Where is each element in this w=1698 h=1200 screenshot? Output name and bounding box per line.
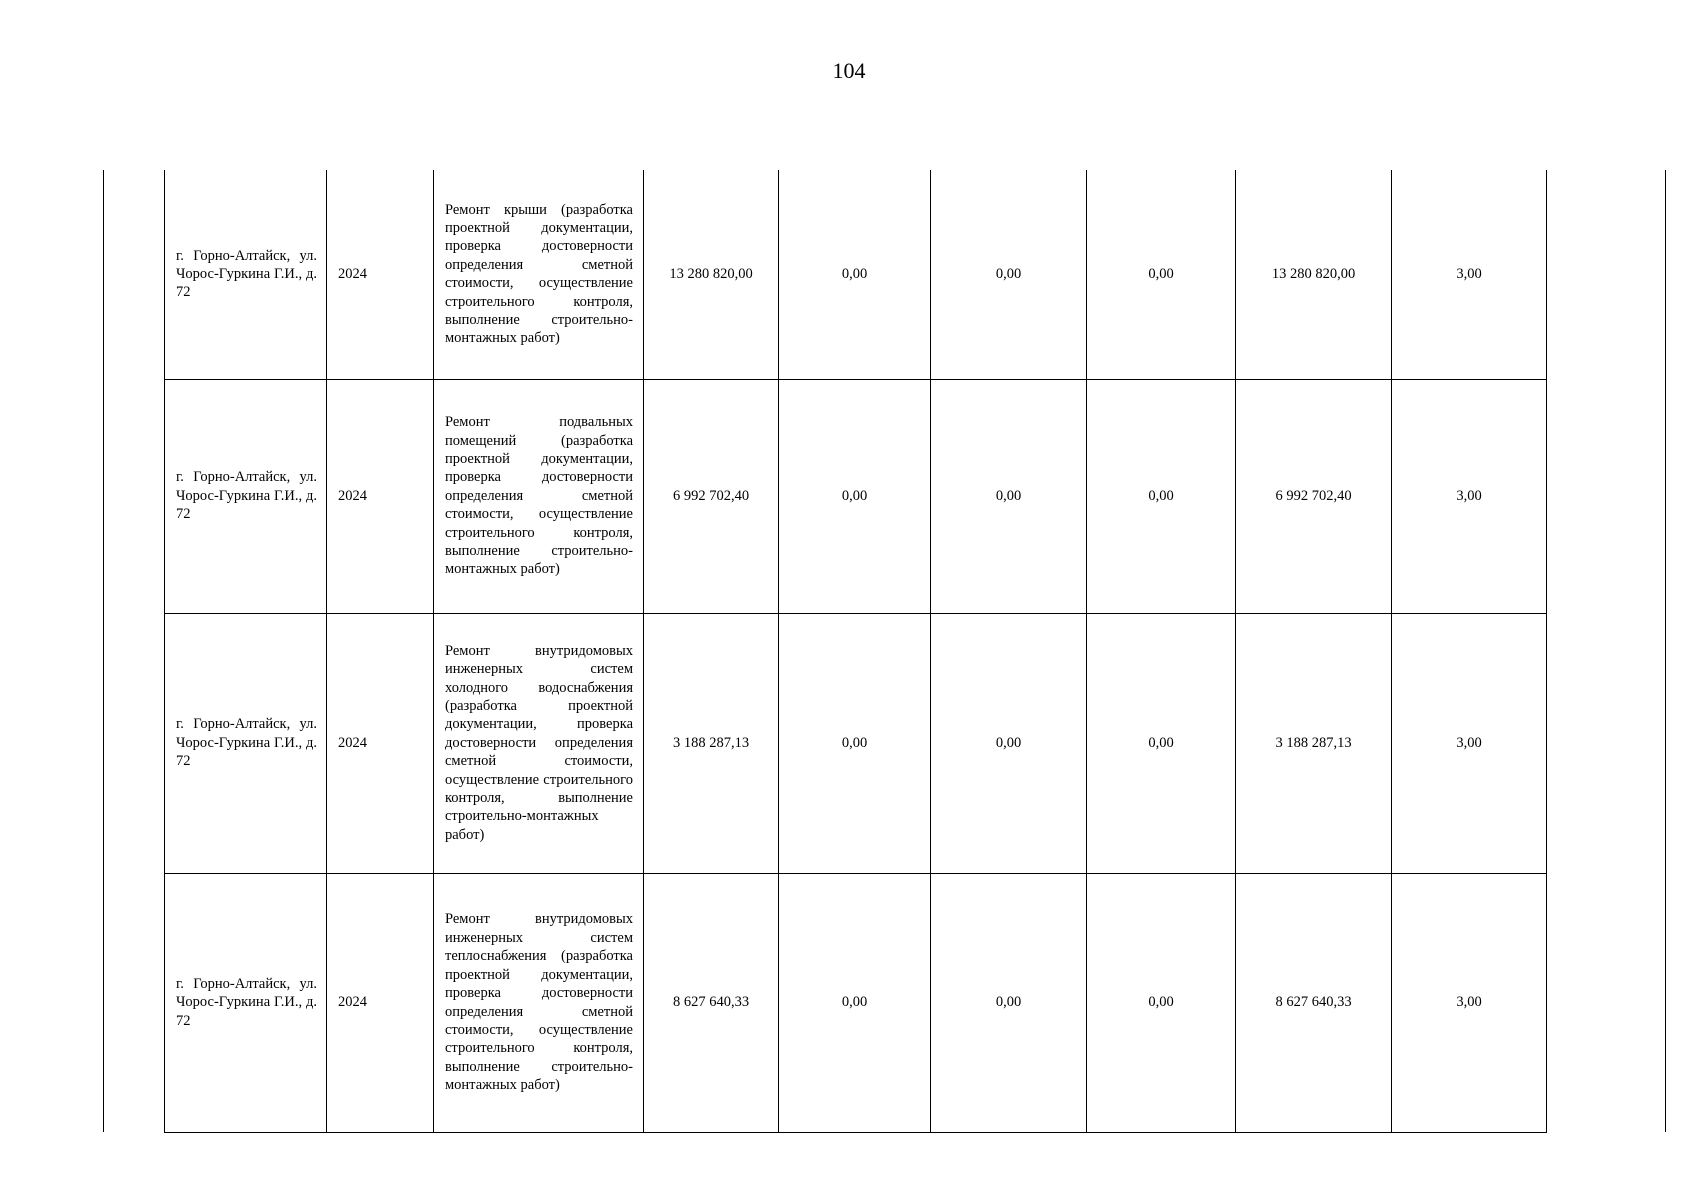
address-cell: г. Горно-Алтайск, ул. Чорос-Гуркина Г.И., д. 72	[165, 170, 327, 379]
total-cost-cell: 13 280 820,00	[644, 170, 779, 379]
table-row	[104, 170, 1666, 379]
address-cell: г. Горно-Алтайск, ул. Чорос-Гуркина Г.И., д. 72	[165, 873, 327, 1132]
value-cell-5: 13 280 820,00	[1236, 170, 1392, 379]
total-cost-cell: 6 992 702,40	[644, 379, 779, 613]
value-cell-5: 8 627 640,33	[1236, 873, 1392, 1132]
value-cell-6: 3,00	[1392, 379, 1547, 613]
work-description-cell: Ремонт подвальных помещений (разработка проектной документации, проверка достоверности определения сметной стоимости, осуществление строительного контроля, выполнение строительно-монтажных работ)	[434, 379, 644, 613]
row-index-cell	[104, 170, 165, 1132]
year-cell: 2024	[327, 613, 434, 873]
value-cell-5: 3 188 287,13	[1236, 613, 1392, 873]
value-cell-3: 0,00	[931, 873, 1087, 1132]
table-row	[104, 873, 1666, 1132]
address-cell: г. Горно-Алтайск, ул. Чорос-Гуркина Г.И., д. 72	[165, 613, 327, 873]
year-cell: 2024	[327, 170, 434, 379]
work-description-cell: Ремонт внутридомовых инженерных систем теплоснабжения (разработка проектной документации, проверка достоверности определения сметной стоимости, осуществление строительного контроля, выполнение строительно-монтажных работ)	[434, 873, 644, 1132]
value-cell-6: 3,00	[1392, 170, 1547, 379]
work-description-cell: Ремонт внутридомовых инженерных систем холодного водоснабжения (разработка проектной документации, проверка достоверности определения сметной стоимости, осуществление строительного контроля, выполнение строительно-монтажных работ)	[434, 613, 644, 873]
work-description-cell: Ремонт крыши (разработка проектной документации, проверка достоверности определения сметной стоимости, осуществление строительного контроля, выполнение строительно-монтажных работ)	[434, 170, 644, 379]
value-cell-2: 0,00	[779, 170, 931, 379]
table-row	[104, 613, 1666, 873]
value-cell-4: 0,00	[1087, 379, 1236, 613]
value-cell-2: 0,00	[779, 613, 931, 873]
year-cell: 2024	[327, 379, 434, 613]
address-cell: г. Горно-Алтайск, ул. Чорос-Гуркина Г.И., д. 72	[165, 379, 327, 613]
value-cell-6: 3,00	[1392, 613, 1547, 873]
year-cell: 2024	[327, 873, 434, 1132]
page-number: 104	[832, 58, 866, 83]
value-cell-5: 6 992 702,40	[1236, 379, 1392, 613]
total-cost-cell: 8 627 640,33	[644, 873, 779, 1132]
value-cell-4: 0,00	[1087, 873, 1236, 1132]
total-cost-cell: 3 188 287,13	[644, 613, 779, 873]
value-cell-3: 0,00	[931, 613, 1087, 873]
trailing-cell	[1547, 170, 1666, 1132]
table-row	[104, 379, 1666, 613]
value-cell-6: 3,00	[1392, 873, 1547, 1132]
value-cell-2: 0,00	[779, 379, 931, 613]
value-cell-3: 0,00	[931, 170, 1087, 379]
value-cell-2: 0,00	[779, 873, 931, 1132]
value-cell-4: 0,00	[1087, 170, 1236, 379]
repair-program-table	[103, 170, 1666, 1133]
value-cell-3: 0,00	[931, 379, 1087, 613]
value-cell-4: 0,00	[1087, 613, 1236, 873]
